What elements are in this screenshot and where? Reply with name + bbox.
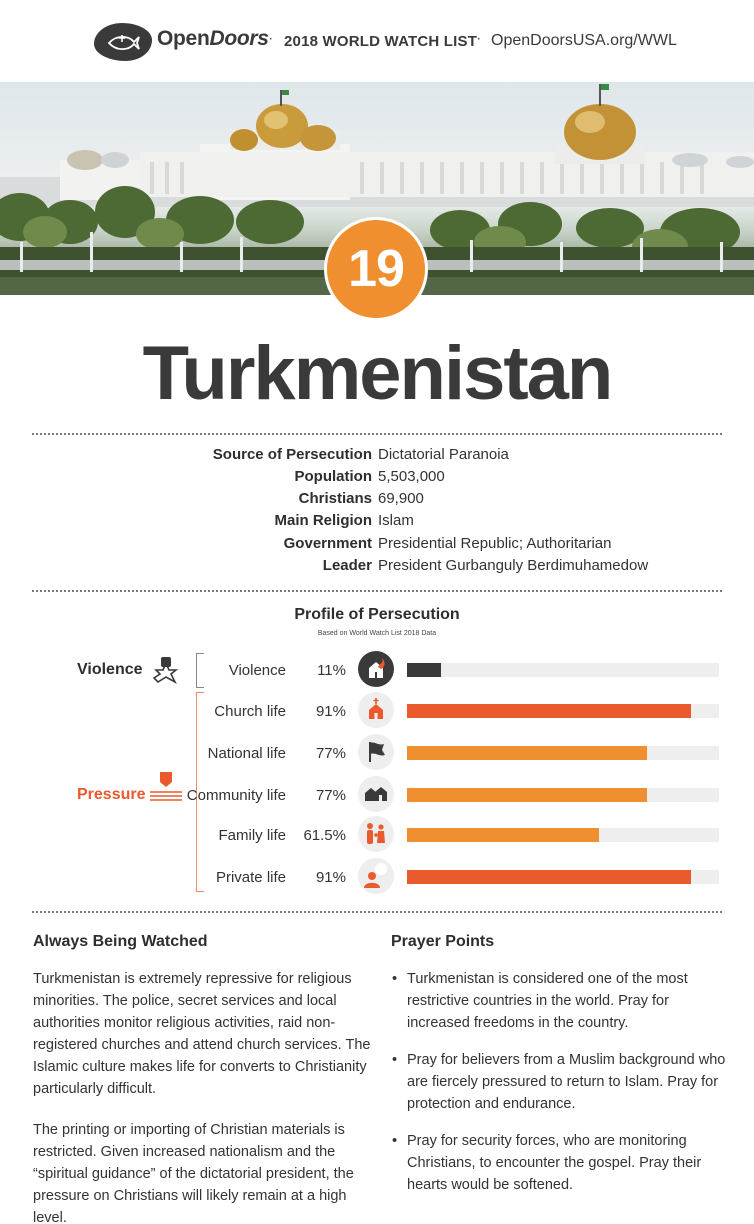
bar-fill-community-life — [407, 788, 647, 802]
family-icon — [358, 816, 394, 852]
row-label-national-life: National life — [207, 745, 286, 762]
prayer-point-1 — [392, 968, 732, 1034]
watched-title: Always Being Watched — [33, 933, 208, 950]
flag-icon — [358, 734, 394, 770]
fact-value: President Gurbanguly Berdimuhamedow — [378, 557, 649, 574]
fact-value: 5,503,000 — [378, 468, 445, 485]
bar-track-church-life — [407, 704, 719, 718]
bar-fill-violence — [407, 663, 441, 677]
fist-star-icon — [148, 654, 184, 686]
fact-label: Leader — [322, 557, 372, 574]
header-title: 2018 WORLD WATCH LIST — [284, 33, 478, 50]
fact-row-religion — [0, 512, 754, 534]
bar-fill-national-life — [407, 746, 647, 760]
person-thought-icon — [358, 858, 394, 894]
rank-badge: 19 — [324, 217, 428, 321]
brand-name: OpenDoors — [157, 27, 269, 50]
profile-title: Profile of Persecution — [294, 606, 460, 623]
bar-track-violence — [407, 663, 719, 677]
pressure-category-label: Pressure — [77, 786, 146, 803]
watched-paragraph-1: Turkmenistan is extremely repressive for religious minorities. The police, secret services and local authorities monitor religious activities, raid non-registered churches and attend church services. The Islamic culture makes life for converts to Christianity particularly difficult. — [33, 971, 371, 1097]
profile-subtitle: Based on World Watch List 2018 Data — [317, 630, 437, 637]
header-separator: · — [268, 30, 274, 47]
pressure-icon — [148, 768, 184, 804]
violence-bracket — [196, 653, 204, 688]
violence-category-label: Violence — [77, 661, 143, 678]
fact-label: Main Religion — [274, 512, 372, 529]
fact-row-government — [0, 535, 754, 557]
row-label-private-life: Private life — [215, 869, 286, 886]
bar-track-private-life — [407, 870, 719, 884]
prayer-point-text: Pray for believers from a Muslim background who are fiercely pressured to return to Islam. Pray for protection and endurance. — [407, 1052, 726, 1112]
row-pct-violence: 11% — [317, 662, 346, 679]
dotted-divider — [32, 590, 722, 592]
bar-fill-church-life — [407, 704, 691, 718]
row-label-violence: Violence — [228, 662, 286, 679]
row-pct-community-life: 77% — [315, 787, 346, 804]
bullet-dot: • — [392, 971, 398, 987]
row-pct-family-life: 61.5% — [303, 827, 346, 844]
bar-fill-family-life — [407, 828, 599, 842]
bar-fill-private-life — [407, 870, 691, 884]
burning-church-icon — [358, 651, 394, 687]
fact-row-population — [0, 468, 754, 490]
prayer-title: Prayer Points — [391, 933, 495, 950]
prayer-point-2 — [392, 1049, 732, 1115]
fact-value: Islam — [378, 512, 414, 529]
fact-label: Christians — [298, 490, 372, 507]
row-label-family-life: Family life — [218, 827, 286, 844]
fact-value: 69,900 — [378, 490, 424, 507]
fact-row-christians — [0, 490, 754, 512]
header — [0, 0, 754, 82]
header-url[interactable]: OpenDoorsUSA.org/WWL — [491, 32, 677, 49]
bullet-dot: • — [392, 1052, 398, 1068]
bar-track-community-life — [407, 788, 719, 802]
fact-label: Population — [294, 468, 372, 485]
row-pct-church-life: 91% — [315, 703, 346, 720]
prayer-point-3 — [392, 1130, 732, 1196]
header-separator: · — [476, 30, 482, 47]
country-name: Turkmenistan — [142, 331, 612, 416]
fact-label: Source of Persecution — [212, 446, 372, 463]
fact-value: Dictatorial Paranoia — [378, 446, 509, 463]
bar-track-family-life — [407, 828, 719, 842]
open-doors-fish-logo — [94, 23, 152, 61]
fact-value: Presidential Republic; Authoritarian — [378, 535, 612, 552]
fact-label: Government — [283, 535, 372, 552]
dotted-divider — [32, 433, 722, 435]
watched-paragraph-2: The printing or importing of Christian materials is restricted. Given increased nationalism and the “spiritual guidance” of the dictatorial president, the pressure on Christians will likely remain at a high level. — [33, 1122, 354, 1224]
prayer-point-text: Turkmenistan is considered one of the most restrictive countries in the world. Pray for increased freedoms in the country. — [407, 971, 688, 1031]
bullet-dot: • — [392, 1133, 398, 1149]
fact-row-leader — [0, 557, 754, 579]
row-pct-national-life: 77% — [315, 745, 346, 762]
row-label-community-life: Community life — [186, 787, 286, 804]
row-pct-private-life: 91% — [315, 869, 346, 886]
fact-row-source — [0, 446, 754, 468]
houses-icon — [358, 776, 394, 812]
prayer-point-text: Pray for security forces, who are monitoring Christians, to encounter the gospel. Pray their hearts would be softened. — [407, 1133, 702, 1193]
dotted-divider — [32, 911, 722, 913]
bar-track-national-life — [407, 746, 719, 760]
church-icon — [358, 692, 394, 728]
row-label-church-life: Church life — [214, 703, 286, 720]
